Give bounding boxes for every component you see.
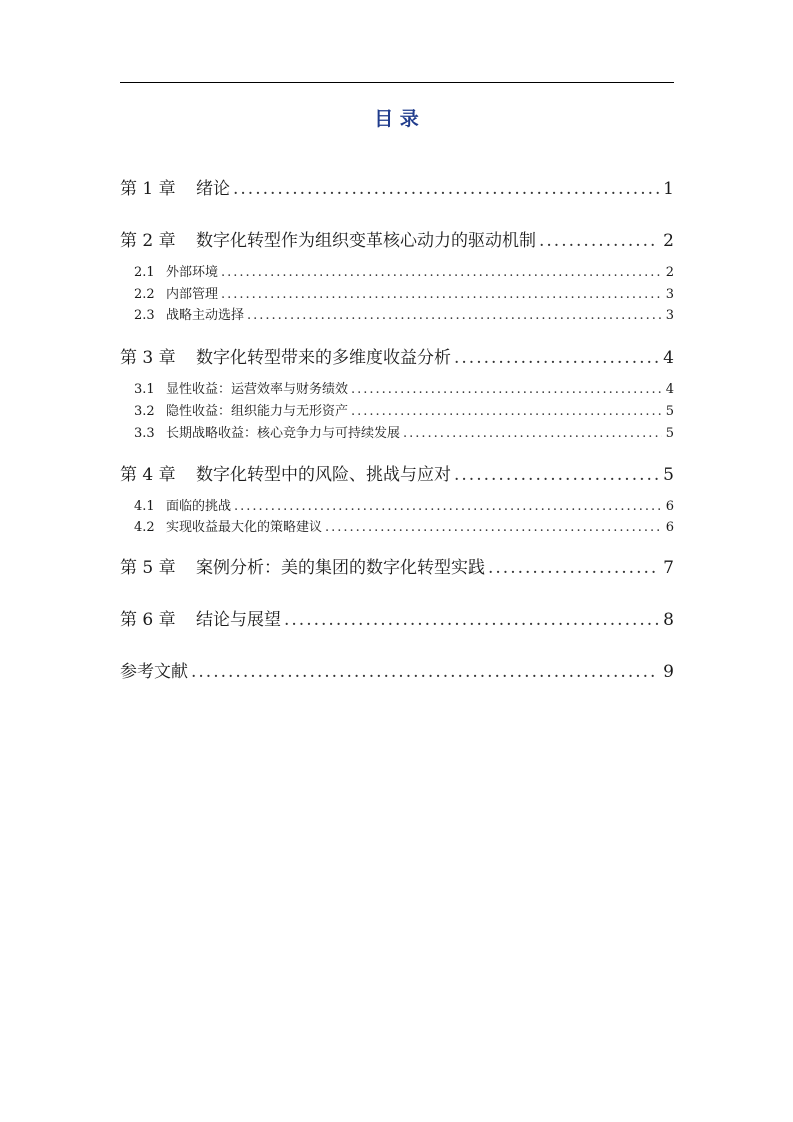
toc-entry-text: 绪论 [196,179,230,199]
toc-entry-page: 2 [663,231,674,251]
toc-entry-number: 第 1 章 [120,179,176,199]
toc-entry-text: 案例分析：美的集团的数字化转型实践 [196,558,485,578]
toc-entry-text: 数字化转型带来的多维度收益分析 [196,348,451,368]
toc-entry-number: 第 6 章 [120,610,176,630]
toc-entry-number: 3.1 [134,382,155,397]
toc-entry-section-2-1[interactable] [134,261,674,280]
toc-entry-text: 内部管理 [166,287,219,302]
toc-entry-chapter-1[interactable] [120,174,674,199]
dot-leader [284,610,659,630]
toc-entry-number: 2.3 [134,308,155,323]
toc-entry-chapter-3[interactable] [120,343,674,368]
dot-leader [325,520,662,535]
toc-entry-section-4-1[interactable] [134,495,674,514]
toc-entry-text: 参考文献 [120,662,188,682]
toc-entry-chapter-5[interactable] [120,553,674,578]
toc-entry-page: 5 [663,465,674,485]
toc-entry-chapter-6[interactable] [120,605,674,630]
toc-entry-section-2-3[interactable] [134,304,674,323]
toc-entry-number: 第 2 章 [120,231,176,251]
toc-entry-text: 面临的挑战 [166,499,232,514]
toc-entry-chapter-2[interactable] [120,226,674,251]
toc-title: 目 录 [374,108,419,130]
toc-entry-page: 6 [665,499,674,514]
toc-entry-page: 3 [665,308,674,323]
header-rule [120,82,674,83]
dot-leader [488,558,659,578]
toc-entry-page: 7 [663,558,674,578]
dot-leader [454,348,659,368]
toc-entry-number: 3.3 [134,426,155,441]
dot-leader [539,231,659,251]
toc-entry-page: 6 [665,520,674,535]
toc-entry-number: 第 3 章 [120,348,176,368]
toc-entry-text: 显性收益：运营效率与财务绩效 [166,382,349,397]
dot-leader [234,499,662,514]
toc-entry-text: 战略主动选择 [166,308,245,323]
toc-entry-chapter-4[interactable] [120,460,674,485]
toc-entry-text: 结论与展望 [196,610,281,630]
dot-leader [247,308,662,323]
toc-entry-page: 8 [663,610,674,630]
toc-entry-text: 外部环境 [166,265,219,280]
toc-entry-number: 第 5 章 [120,558,176,578]
toc-entry-page: 3 [665,287,674,302]
dot-leader [233,179,659,199]
toc-entry-text: 数字化转型中的风险、挑战与应对 [196,465,451,485]
toc-entry-section-3-3[interactable] [134,422,674,441]
toc-entry-page: 5 [665,404,674,419]
toc-entry-section-2-2[interactable] [134,283,674,302]
toc-entry-page: 9 [663,662,674,682]
toc-entry-text: 实现收益最大化的策略建议 [166,520,323,535]
toc-entry-page: 4 [665,382,674,397]
toc-entry-page: 5 [665,426,674,441]
toc-entry-text: 长期战略收益：核心竞争力与可持续发展 [166,426,401,441]
dot-leader [403,426,662,441]
toc-entry-text: 隐性收益：组织能力与无形资产 [166,404,349,419]
dot-leader [221,287,662,302]
toc-entry-number: 2.1 [134,265,155,280]
toc-entry-number: 4.1 [134,499,155,514]
toc-entry-number: 4.2 [134,520,155,535]
dot-leader [351,404,662,419]
dot-leader [351,382,662,397]
dot-leader [221,265,662,280]
toc-entry-number: 2.2 [134,287,155,302]
toc-entry-section-4-2[interactable] [134,516,674,535]
toc-entry-references[interactable] [120,657,674,682]
dot-leader [454,465,659,485]
toc-entry-page: 2 [665,265,674,280]
toc-entry-page: 1 [663,179,674,199]
dot-leader [191,662,659,682]
toc-entry-number: 第 4 章 [120,465,176,485]
toc-entry-section-3-2[interactable] [134,400,674,419]
toc-entry-text: 数字化转型作为组织变革核心动力的驱动机制 [196,231,536,251]
toc-entry-number: 3.2 [134,404,155,419]
toc-entry-section-3-1[interactable] [134,378,674,397]
toc-entry-page: 4 [663,348,674,368]
